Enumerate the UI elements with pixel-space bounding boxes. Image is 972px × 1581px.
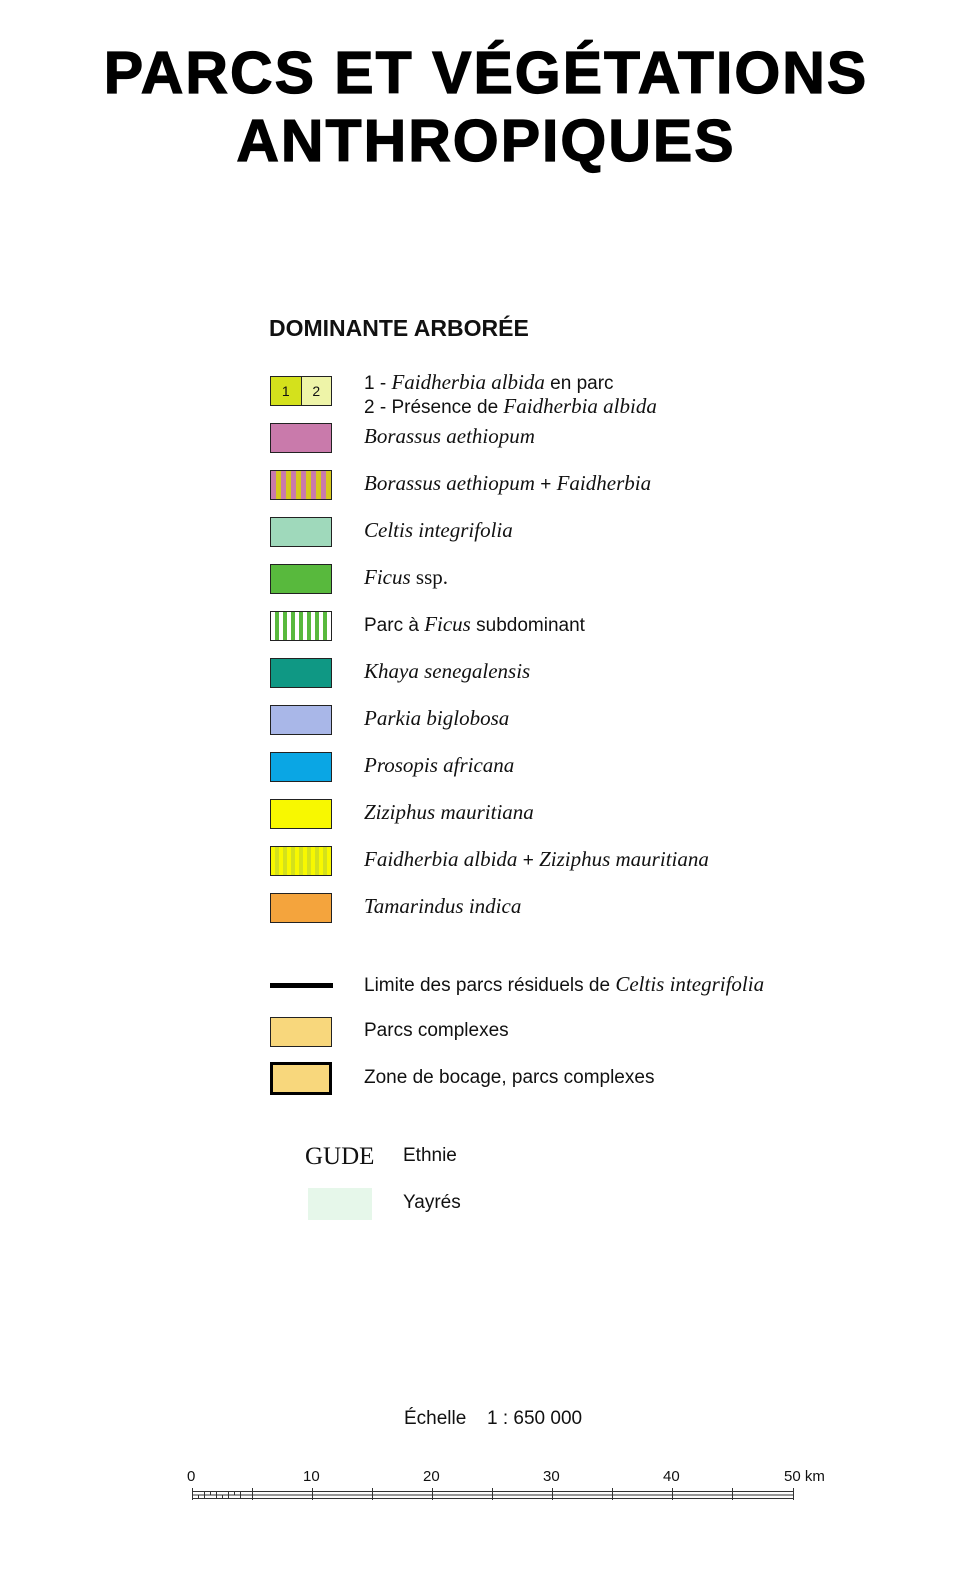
map-title-line-1: PARCS ET VÉGÉTATIONS <box>103 40 869 106</box>
swatch-ziziphus <box>270 799 332 829</box>
legend-label-yayres: Yayrés <box>403 1192 461 1213</box>
legend-label-tamarindus: Tamarindus indica <box>364 894 522 918</box>
legend-label-borassus: Borassus aethiopum <box>364 424 535 448</box>
legend-label-faidherbia-presence: 2 - Présence de Faidherbia albida <box>364 394 657 418</box>
legend-label-celtis-boundary: Limite des parcs résiduels de Celtis integrifolia <box>364 972 765 996</box>
ethnie-sample-text: GUDE <box>305 1143 375 1170</box>
scale-tick-label: 50 km <box>784 1468 825 1485</box>
swatch-borassus <box>270 423 332 453</box>
legend-label-faidherbia-ziziphus: Faidherbia albida + Ziziphus mauritiana <box>364 847 709 871</box>
legend-label-ziziphus: Ziziphus mauritiana <box>364 800 534 824</box>
scale-tick-label: 20 <box>423 1468 440 1485</box>
legend-label-parcs-complexes: Parcs complexes <box>364 1020 509 1041</box>
swatch-borassus-faidherbia <box>270 470 332 500</box>
scale-tick-label: 40 <box>663 1468 680 1485</box>
swatch-zone-bocage <box>270 1062 332 1095</box>
legend-label-prosopis: Prosopis africana <box>364 753 515 777</box>
swatch-part-1: 1 <box>271 377 302 405</box>
swatch-yayres <box>308 1188 372 1220</box>
scale-tick-label: 30 <box>543 1468 560 1485</box>
swatch-ficus-subdominant <box>270 611 332 641</box>
swatch-ficus <box>270 564 332 594</box>
swatch-celtis <box>270 517 332 547</box>
legend-label-ethnie: Ethnie <box>403 1145 457 1166</box>
scale-tick-label: 10 <box>303 1468 320 1485</box>
swatch-parcs-complexes <box>270 1017 332 1047</box>
scale-tick-label: 0 <box>187 1468 196 1485</box>
legend-label-parkia: Parkia biglobosa <box>364 706 510 730</box>
legend-heading: DOMINANTE ARBORÉE <box>269 315 529 341</box>
map-title-line-2: ANTHROPIQUES <box>236 108 736 174</box>
legend-label-faidherbia-parc: 1 - Faidherbia albida en parc <box>364 370 614 394</box>
boundary-line-symbol <box>270 983 333 988</box>
swatch-khaya <box>270 658 332 688</box>
swatch-faidherbia-ziziphus <box>270 846 332 876</box>
scale-echelle-label: Échelle <box>404 1408 467 1429</box>
swatch-tamarindus <box>270 893 332 923</box>
legend-label-ficus-subdominant: Parc à Ficus subdominant <box>364 612 585 636</box>
swatch-faidherbia-split <box>270 376 332 406</box>
swatch-prosopis <box>270 752 332 782</box>
scale-bar <box>188 1486 800 1504</box>
legend-label-khaya: Khaya senegalensis <box>364 659 531 683</box>
legend-label-ficus: Ficus ssp. <box>364 565 449 589</box>
legend-label-celtis: Celtis integrifolia <box>364 518 513 542</box>
swatch-parkia <box>270 705 332 735</box>
scale-ratio: 1 : 650 000 <box>487 1408 583 1429</box>
legend-label-zone-bocage: Zone de bocage, parcs complexes <box>364 1067 655 1088</box>
swatch-part-2: 2 <box>302 377 332 405</box>
legend-label-borassus-faidherbia: Borassus aethiopum + Faidherbia <box>364 471 652 495</box>
